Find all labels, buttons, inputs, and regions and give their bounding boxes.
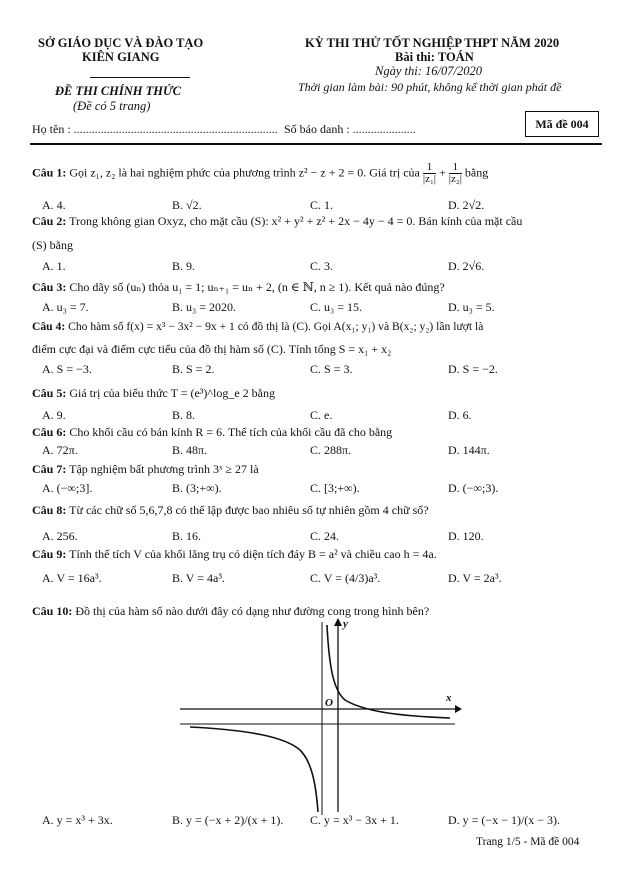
- q7-option-d[interactable]: D. (−∞;3).: [448, 481, 499, 495]
- subject-title: Bài thi: TOÁN: [395, 50, 474, 64]
- exam-date: Ngày thi: 16/07/2020: [375, 64, 482, 78]
- question-1-text: Gọi z₁, z₂ là hai nghiệm phức của phương trình z² − z + 2 = 0. Giá trị của: [69, 165, 420, 180]
- q6-option-b[interactable]: B. 48π.: [172, 443, 208, 457]
- page-footer: Trang 1/5 - Mã đề 004: [476, 836, 580, 848]
- question-5-text: Giá trị của biểu thức T = (e³)^log_e 2 bằng: [69, 386, 276, 400]
- question-5-label: Câu 5:: [32, 386, 67, 400]
- q5-option-a[interactable]: A. 9.: [42, 408, 66, 422]
- q1-option-b[interactable]: B. √2.: [172, 198, 202, 212]
- q1-option-a[interactable]: A. 4.: [42, 198, 66, 212]
- q6-option-a[interactable]: A. 72π.: [42, 443, 78, 457]
- question-2-line2: (S) bằng: [32, 238, 73, 252]
- q10-option-a[interactable]: A. y = x³ + 3x.: [42, 813, 113, 827]
- q3-option-c[interactable]: C. u₃ = 15.: [310, 300, 362, 314]
- q4-option-b[interactable]: B. S = 2.: [172, 362, 215, 376]
- q5-option-c[interactable]: C. e.: [310, 408, 333, 422]
- q8-option-a[interactable]: A. 256.: [42, 529, 78, 543]
- question-2-label: Câu 2:: [32, 214, 67, 228]
- q7-option-a[interactable]: A. (−∞;3].: [42, 481, 93, 495]
- q2-option-b[interactable]: B. 9.: [172, 259, 196, 273]
- x-axis-label: x: [446, 692, 452, 704]
- x-axis-arrow: [455, 705, 462, 713]
- q8-option-c[interactable]: C. 24.: [310, 529, 340, 543]
- q10-option-b[interactable]: B. y = (−x + 2)/(x + 1).: [172, 813, 284, 827]
- q5-option-d[interactable]: D. 6.: [448, 408, 472, 422]
- question-9-text: Tính thể tích V của khối lăng trụ có diện tích đáy B = a² và chiều cao h = 4a.: [69, 547, 437, 561]
- question-4-label: Câu 4:: [32, 320, 66, 333]
- q6-option-c[interactable]: C. 288π.: [310, 443, 352, 457]
- q4-option-d[interactable]: D. S = −2.: [448, 362, 498, 376]
- exam-code: Mã đề 004: [535, 117, 589, 131]
- q1-option-d[interactable]: D. 2√2.: [448, 198, 485, 212]
- question-3-label: Câu 3:: [32, 280, 67, 294]
- question-6-text: Cho khối cầu có bán kính R = 6. Thể tích của khối cầu đã cho bằng: [69, 425, 393, 439]
- q7-option-b[interactable]: B. (3;+∞).: [172, 481, 222, 495]
- province-name: KIÊN GIANG: [82, 50, 160, 64]
- q10-option-c[interactable]: C. y = x³ − 3x + 1.: [310, 813, 399, 827]
- question-7-text: Tập nghiệm bất phương trình 3ˣ ≥ 27 là: [69, 462, 259, 476]
- q4-option-c[interactable]: C. S = 3.: [310, 362, 353, 376]
- curve-left-branch: [190, 727, 318, 812]
- q9-option-d[interactable]: D. V = 2a³.: [448, 571, 502, 585]
- q3-option-d[interactable]: D. u₃ = 5.: [448, 300, 495, 314]
- q2-option-d[interactable]: D. 2√6.: [448, 259, 485, 273]
- page-count: (Đề có 5 trang): [73, 99, 151, 113]
- q7-option-c[interactable]: C. [3;+∞).: [310, 481, 360, 495]
- q9-option-c[interactable]: C. V = (4/3)a³.: [310, 571, 381, 585]
- origin-label: O: [325, 697, 333, 709]
- q2-option-a[interactable]: A. 1.: [42, 259, 66, 273]
- q9-option-a[interactable]: A. V = 16a³.: [42, 571, 102, 585]
- question-1-label: Câu 1:: [32, 165, 67, 180]
- question-4-line2: điểm cực đại và điểm cực tiểu của đồ thị hàm số (C). Tính tổng S = x₁ + x₂: [32, 342, 392, 356]
- exam-time: Thời gian làm bài: 90 phút, không kể thời gian phát đề: [298, 80, 562, 94]
- q2-option-c[interactable]: C. 3.: [310, 259, 334, 273]
- fraction-2: $\frac{1}{\text{|z₂|}}$: [448, 161, 462, 185]
- question-10-text: Đồ thị của hàm số nào dưới đây có dạng như đường cong trong hình bên?: [75, 604, 430, 618]
- q8-option-d[interactable]: D. 120.: [448, 529, 484, 543]
- y-axis-label: y: [343, 618, 348, 630]
- q4-option-a[interactable]: A. S = −3.: [42, 362, 92, 376]
- q3-option-a[interactable]: A. u₃ = 7.: [42, 300, 89, 314]
- question-6-label: Câu 6:: [32, 425, 67, 439]
- question-4-text: Cho hàm số f(x) = x³ − 3x² − 9x + 1 có đồ thị là (C). Gọi A(x₁; y₁) và B(x₂; y₂) lần lượt là: [68, 320, 484, 333]
- question-2-text: Trong không gian Oxyz, cho mặt cầu (S): x² + y² + z² + 2x − 4y − 4 = 0. Bán kính của mặt cầu: [69, 214, 523, 228]
- question-10-label: Câu 10:: [32, 604, 73, 618]
- q9-option-b[interactable]: B. V = 4a³.: [172, 571, 225, 585]
- question-1: Câu 1: Gọi z₁, z₂ là hai nghiệm phức của phương trình z² − z + 2 = 0. Giá trị của $\frac{1}{\text{|z₁|}}$ + $\frac{1}{\text{|z₂|}}$ bằng: [32, 161, 489, 185]
- question-9-label: Câu 9:: [32, 547, 67, 561]
- department-name: SỞ GIÁO DỤC VÀ ĐÀO TẠO: [38, 36, 204, 50]
- q6-option-d[interactable]: D. 144π.: [448, 443, 490, 457]
- curve-right-branch: [327, 625, 450, 718]
- question-7-label: Câu 7:: [32, 462, 67, 476]
- q8-option-b[interactable]: B. 16.: [172, 529, 202, 543]
- q3-option-b[interactable]: B. u₃ = 2020.: [172, 300, 236, 314]
- question-8-text: Từ các chữ số 5,6,7,8 có thể lập được bao nhiêu số tự nhiên gồm 4 chữ số?: [69, 503, 429, 517]
- question-8-label: Câu 8:: [32, 503, 67, 517]
- q1-option-c[interactable]: C. 1.: [310, 198, 334, 212]
- q10-option-d[interactable]: D. y = (−x − 1)/(x − 3).: [448, 813, 561, 827]
- y-axis-arrow: [334, 618, 342, 626]
- official-exam-label: ĐỀ THI CHÍNH THỨC: [55, 84, 182, 98]
- exam-title: KỲ THI THỬ TỐT NGHIỆP THPT NĂM 2020: [305, 36, 560, 50]
- name-field[interactable]: Họ tên : ....................................................................: [32, 122, 278, 136]
- id-field[interactable]: Số báo danh : .....................: [284, 122, 416, 136]
- q5-option-b[interactable]: B. 8.: [172, 408, 196, 422]
- question-3-text: Cho dãy số (uₙ) thỏa u₁ = 1; uₙ₊₁ = uₙ + 2, (n ∈ ℕ, n ≥ 1). Kết quả nào đúng?: [69, 280, 445, 294]
- fraction-1: $\frac{1}{\text{|z₁|}}$: [422, 161, 436, 185]
